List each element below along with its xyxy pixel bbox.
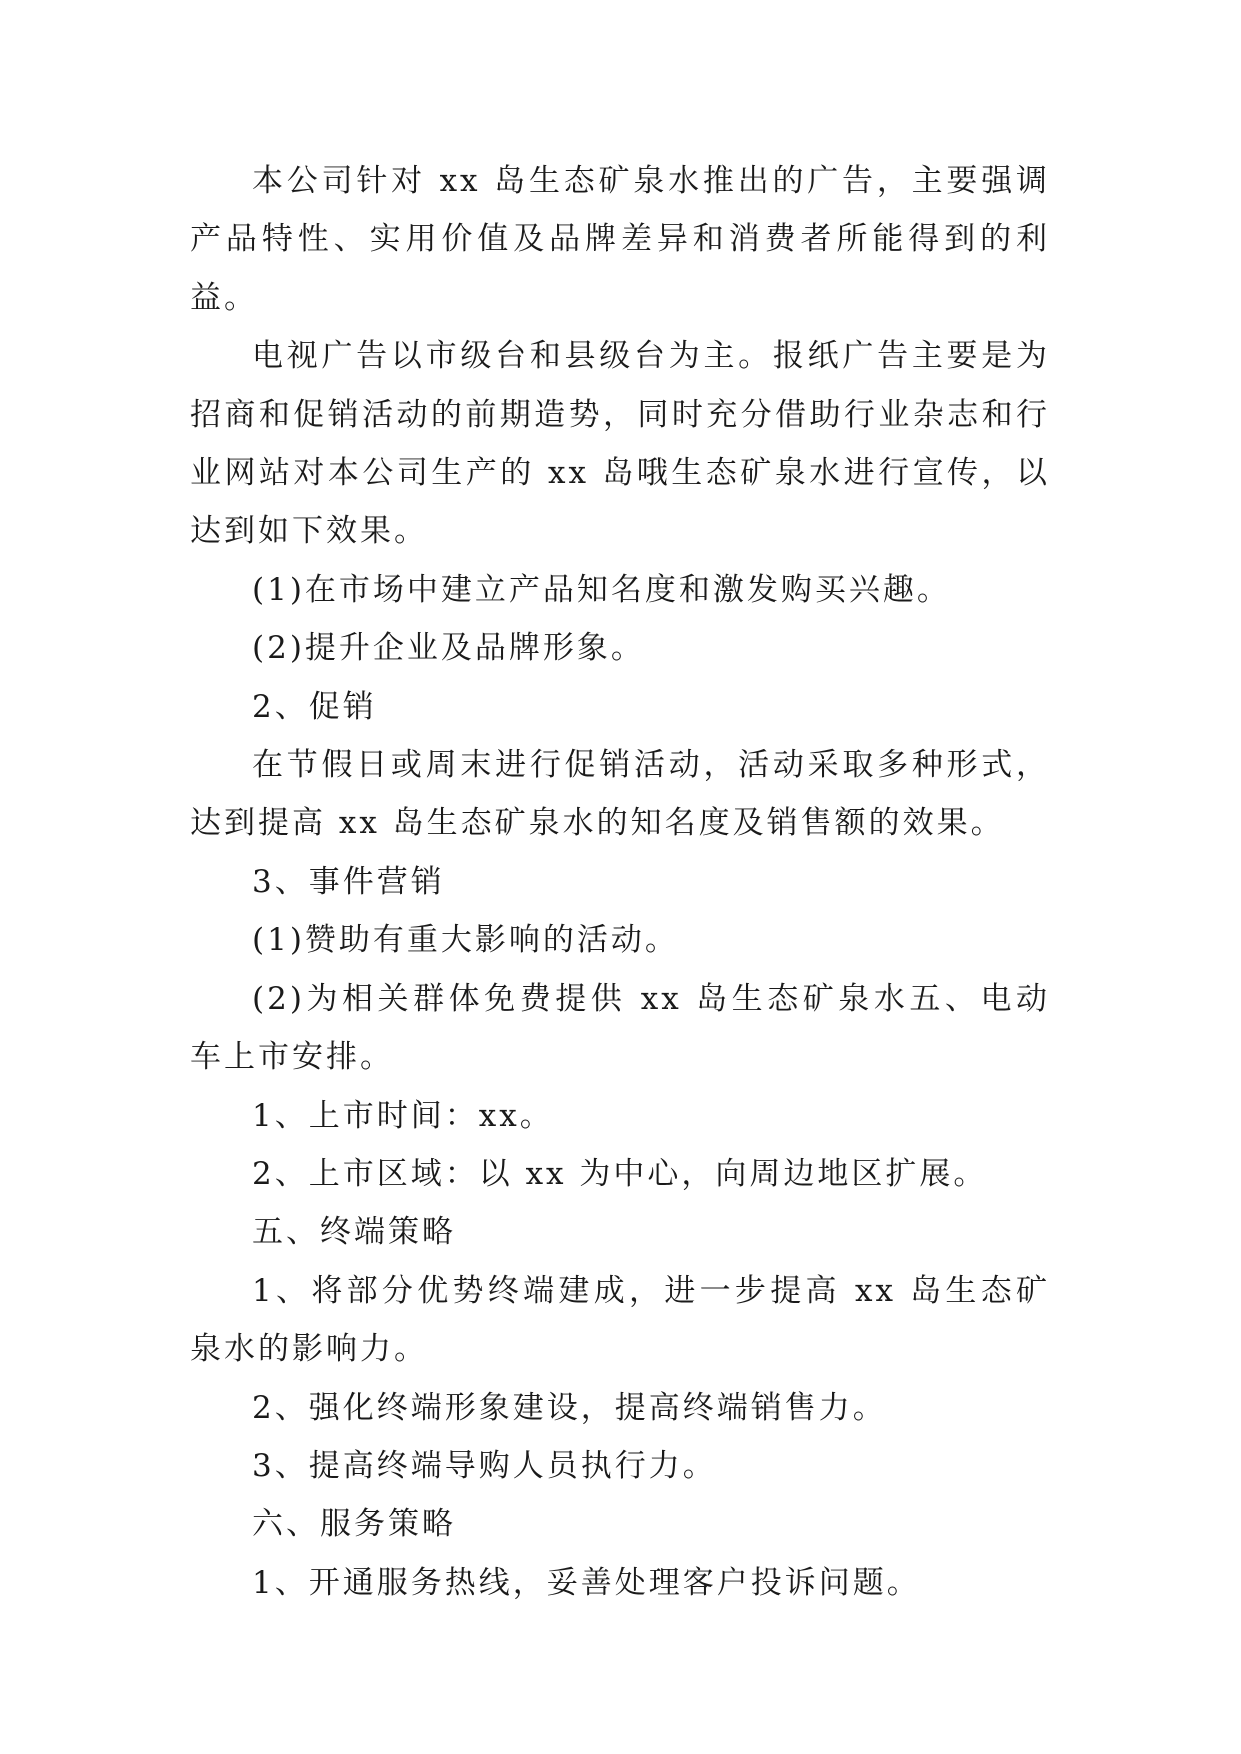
list-item-free-supply: (2)为相关群体免费提供 xx 岛生态矿泉水五、电动车上市安排。 xyxy=(190,980,1050,1076)
section-heading-event-marketing: 3、事件营销 xyxy=(252,863,445,900)
list-item-service-hotline: 1、开通服务热线，妥善处理客户投诉问题。 xyxy=(252,1564,921,1601)
section-heading-service-strategy: 六、服务策略 xyxy=(252,1506,456,1543)
list-item-terminal-staff: 3、提高终端导购人员执行力。 xyxy=(252,1447,717,1484)
section-heading-terminal-strategy: 五、终端策略 xyxy=(252,1214,456,1251)
paragraph-ad-focus: 本公司针对 xx 岛生态矿泉水推出的广告，主要强调产品特性、实用价值及品牌差异和消费者所能得到的利益。 xyxy=(190,163,1050,316)
list-item-brand-image: (2)提升企业及品牌形象。 xyxy=(252,630,645,667)
list-item-brand-awareness: (1)在市场中建立产品知名度和激发购买兴趣。 xyxy=(252,571,951,608)
list-item-launch-time: 1、上市时间：xx。 xyxy=(252,1097,554,1134)
paragraph-tv-newspaper-ads: 电视广告以市级台和县级台为主。报纸广告主要是为招商和促销活动的前期造势，同时充分借助行业杂志和行业网站对本公司生产的 xx 岛哦生态矿泉水进行宣传，以达到如下效果。 xyxy=(190,338,1050,550)
section-heading-promotion: 2、促销 xyxy=(252,688,377,725)
list-item-terminal-build: 1、将部分优势终端建成，进一步提高 xx 岛生态矿泉水的影响力。 xyxy=(190,1272,1050,1368)
paragraph-holiday-promotion: 在节假日或周末进行促销活动，活动采取多种形式，达到提高 xx 岛生态矿泉水的知名度及销售额的效果。 xyxy=(190,747,1050,842)
document-body xyxy=(190,152,1050,1612)
list-item-sponsorship: (1)赞助有重大影响的活动。 xyxy=(252,922,679,959)
list-item-terminal-image: 2、强化终端形象建设，提高终端销售力。 xyxy=(252,1389,887,1426)
list-item-launch-region: 2、上市区域：以 xx 为中心，向周边地区扩展。 xyxy=(252,1155,988,1192)
